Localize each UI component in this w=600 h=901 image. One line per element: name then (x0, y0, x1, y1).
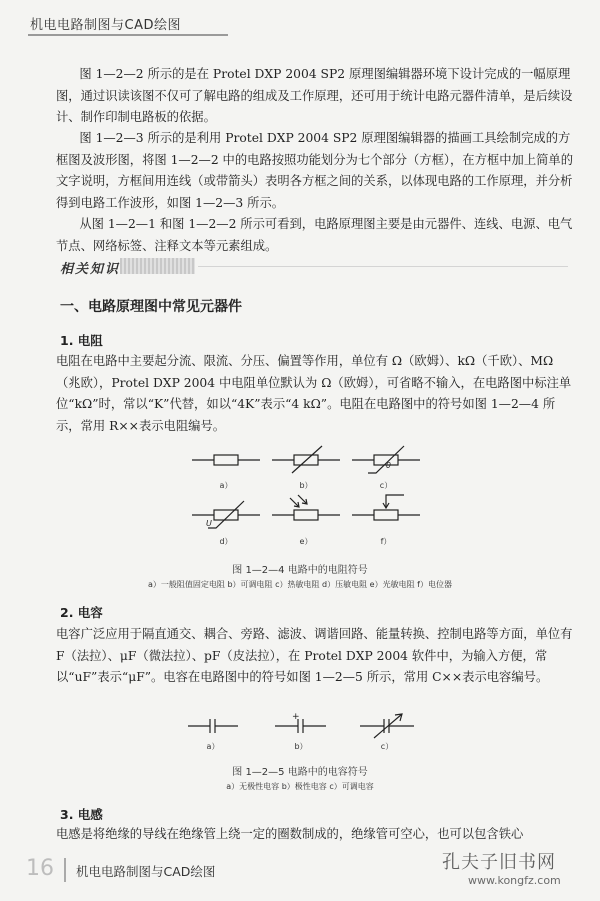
variable-capacitor-symbol (360, 714, 414, 738)
resistor-heading: 1. 电阻 (60, 333, 103, 348)
capacitor-figure-caption: 图 1—2—5 电路中的电容符号 (232, 767, 368, 778)
footer-title: 机电电路制图与CAD绘图 (76, 864, 216, 879)
nonpolar-capacitor-symbol (188, 719, 238, 733)
capacitor-heading: 2. 电容 (60, 605, 103, 620)
inductor-heading: 3. 电感 (60, 807, 103, 822)
page-number: 16 (26, 856, 54, 881)
knowledge-heading: 相关知识 (60, 262, 121, 277)
capacitor-symbols-figure (180, 710, 440, 755)
footer-divider (64, 858, 66, 882)
cap-label-b: b） (294, 742, 308, 751)
photoresistor-symbol (272, 495, 340, 520)
varistor-symbol (192, 501, 260, 528)
paragraph-3: 从图 1—2—1 和图 1—2—2 所示可看到，电路原理图主要是由元器件、连线、电源、电气节点、网络标签、注释文本等元素组成。 (56, 217, 573, 253)
plus-sign: + (292, 712, 300, 722)
cap-label-a: a） (206, 742, 220, 751)
header-title: 机电电路制图与CAD绘图 (30, 18, 181, 33)
capacitor-text: 电容广泛应用于隔直通交、耦合、旁路、滤波、调谐回路、能量转换、控制电路等方面，单位有 F（法拉）、μF（微法拉）、pF（皮法拉），在 Protel DXP 2004 软件中，为输入方便，常以“uF”表示“μF”。电容在电路图中的符号如图 1—2—5 所示，常用 C××表示电容编号。 (56, 627, 573, 684)
paragraph-1: 图 1—2—2 所示的是在 Protel DXP 2004 SP2 原理图编辑器环境下设计完成的一幅原理图，通过识读该图不仅可了解电路的组成及工作原理，还可用于统计电路元器件清单，是后续设计、制作印制电路板的依据。 (56, 67, 573, 124)
resistor-text: 电阻在电路中主要起分流、限流、分压、偏置等作用，单位有 Ω（欧姆）、kΩ（千欧）、MΩ（兆欧），Protel DXP 2004 中电阻单位默认为 Ω（欧姆），可省略不输入，在电路图中标注单位“kΩ”时，常以“K”代替，如以“4K”表示“4 kΩ”。电阻在电路图中的符号如图 1—2—4 所示，常用 R××表示电阻编号。 (56, 354, 572, 433)
cap-label-c: c） (380, 742, 394, 751)
fixed-resistor-symbol (192, 455, 260, 465)
resistor-symbols-figure (180, 440, 440, 555)
section-title: 一、电路原理图中常见元器件 (60, 299, 242, 315)
theta-symbol: θ (386, 461, 391, 470)
label-e: e） (299, 537, 313, 546)
watermark-url: www.kongfz.com (468, 874, 561, 887)
label-d: d） (219, 537, 233, 546)
header-rule (28, 34, 228, 36)
resistor-figure-caption: 图 1—2—4 电路中的电阻符号 (232, 565, 368, 576)
label-b: b） (299, 481, 313, 490)
label-f: f） (380, 537, 392, 546)
resistor-figure-subcaption: a）一般阻值固定电阻 b）可调电阻 c）热敏电阻 d）压敏电阻 e）光敏电阻 f）电位器 (148, 580, 452, 589)
label-a: a） (219, 481, 233, 490)
knowledge-rule (198, 266, 568, 267)
polar-capacitor-symbol (275, 719, 326, 733)
capacitor-figure-subcaption: a）无极性电容 b）极性电容 c）可调电容 (226, 782, 374, 791)
paragraph-2: 图 1—2—3 所示的是利用 Protel DXP 2004 SP2 原理图编辑器的描画工具绘制完成的方框图及波形图，将图 1—2—2 中的电路按照功能划分为七个部分（方框），在方框中加上简单的文字说明，方框间用连线（或带箭头）表明各方框之间的关系，以体现电路的工作原理，并分析得到电路工作波形，如图 1—2—3 所示。 (56, 131, 574, 210)
inductor-text: 电感是将绝缘的导线在绝缘管上绕一定的圈数制成的，绝缘管可空心，也可以包含铁心 (56, 827, 524, 841)
watermark-text: 孔夫子旧书网 (442, 852, 556, 873)
variable-resistor-symbol (272, 446, 340, 473)
knowledge-bar (120, 258, 195, 274)
label-c: c） (379, 481, 393, 490)
u-symbol: U (206, 519, 212, 528)
potentiometer-symbol (352, 495, 420, 520)
